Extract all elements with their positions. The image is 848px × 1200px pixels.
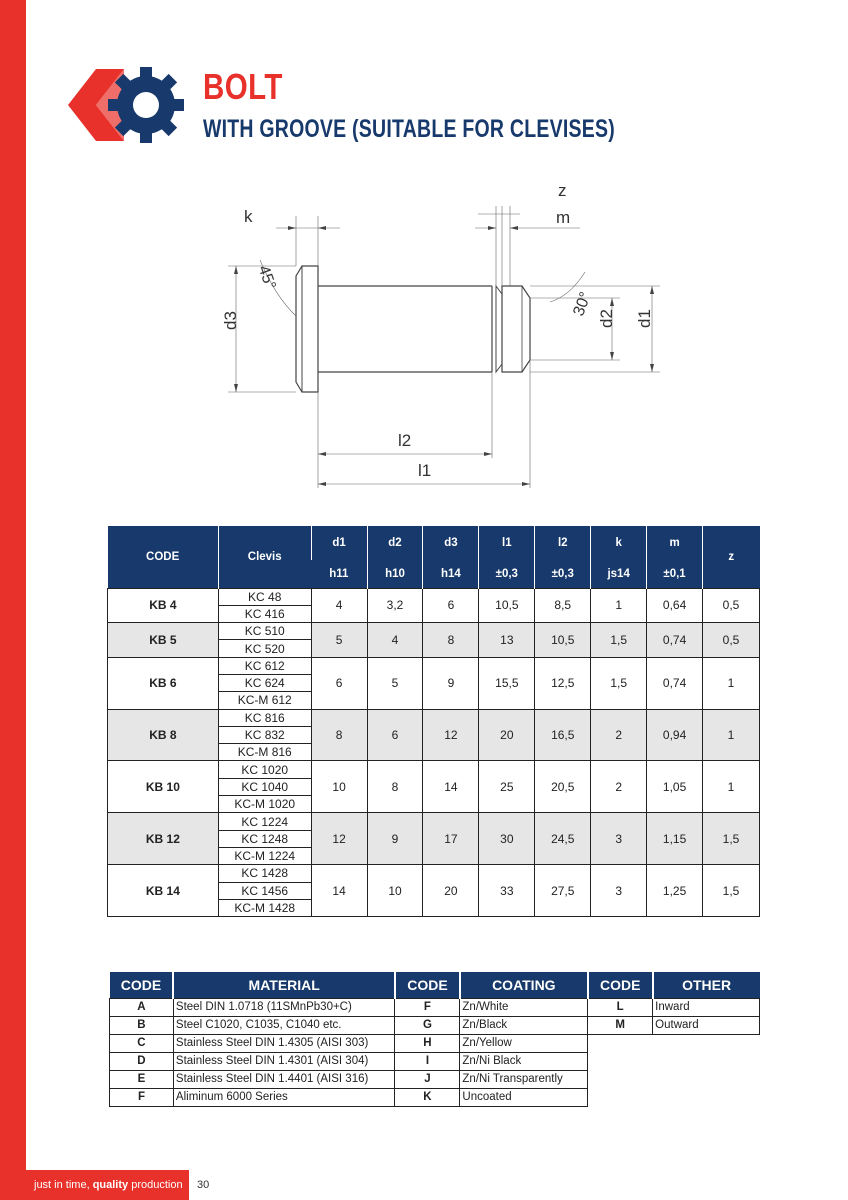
row-d3: 6 — [423, 588, 479, 623]
row-z: 0,5 — [703, 588, 760, 623]
material-name: Steel DIN 1.0718 (11SMnPb30+C) — [173, 998, 395, 1016]
row-z: 1,5 — [703, 813, 760, 865]
row-clevis: KC 1428 — [218, 865, 311, 882]
row-d3: 14 — [423, 761, 479, 813]
row-k: 3 — [591, 813, 647, 865]
page-subtitle: WITH GROOVE (SUITABLE FOR CLEVISES) — [203, 115, 615, 143]
row-code: KB 12 — [108, 813, 219, 865]
dim-k-label: k — [244, 207, 253, 226]
row-z: 1 — [703, 709, 760, 761]
other-header: OTHER — [653, 972, 760, 998]
coating-code-header: CODE — [395, 972, 460, 998]
table-row — [110, 1016, 760, 1034]
row-m: 1,05 — [647, 761, 703, 813]
empty-cell — [653, 1052, 760, 1070]
material-name: Stainless Steel DIN 1.4301 (AISI 304) — [173, 1052, 395, 1070]
row-clevis: KC-M 1020 — [218, 796, 311, 813]
row-clevis: KC 1224 — [218, 813, 311, 830]
page-title: BOLT — [203, 66, 283, 107]
row-l1: 15,5 — [479, 657, 535, 709]
row-d2: 4 — [367, 623, 423, 658]
row-code: KB 10 — [108, 761, 219, 813]
tolerance-d3: h14 — [423, 560, 479, 588]
row-d1: 4 — [311, 588, 367, 623]
coating-code: J — [395, 1070, 460, 1088]
table-row — [110, 1088, 760, 1106]
col-header-clevis: Clevis — [218, 526, 311, 588]
table-row — [108, 865, 760, 882]
other-code-header: CODE — [588, 972, 653, 998]
row-code: KB 8 — [108, 709, 219, 761]
row-clevis: KC 832 — [218, 726, 311, 743]
other-code: L — [588, 998, 653, 1016]
col-header-z: z — [703, 526, 760, 588]
coating-code: G — [395, 1016, 460, 1034]
row-k: 1,5 — [591, 657, 647, 709]
row-d3: 9 — [423, 657, 479, 709]
coating-name: Zn/Black — [460, 1016, 588, 1034]
row-k: 2 — [591, 761, 647, 813]
row-code: KB 5 — [108, 623, 219, 658]
dim-m-label: m — [556, 208, 571, 227]
dim-z-label: z — [558, 181, 567, 200]
row-clevis: KC 816 — [218, 709, 311, 726]
dim-d2-label: d2 — [597, 309, 616, 328]
row-k: 1 — [591, 588, 647, 623]
row-m: 0,74 — [647, 657, 703, 709]
col-header-d1: d1 — [311, 526, 367, 560]
coating-code: H — [395, 1034, 460, 1052]
materials-coating-table — [109, 972, 760, 1107]
row-d1: 14 — [311, 865, 367, 917]
row-d1: 5 — [311, 623, 367, 658]
col-header-code: CODE — [108, 526, 219, 588]
dim-l1-label: l1 — [418, 461, 432, 480]
material-name: Stainless Steel DIN 1.4401 (AISI 316) — [173, 1070, 395, 1088]
row-l1: 13 — [479, 623, 535, 658]
coating-name: Uncoated — [460, 1088, 588, 1106]
row-l2: 24,5 — [535, 813, 591, 865]
row-clevis: KC 48 — [218, 588, 311, 605]
tolerance-l1: ±0,3 — [479, 560, 535, 588]
row-d3: 20 — [423, 865, 479, 917]
row-clevis: KC 1040 — [218, 778, 311, 795]
material-header: MATERIAL — [173, 972, 395, 998]
table-row — [108, 761, 760, 778]
row-d1: 8 — [311, 709, 367, 761]
row-l2: 16,5 — [535, 709, 591, 761]
tagline-suffix: production — [128, 1179, 183, 1191]
col-header-d2: d2 — [367, 526, 423, 560]
row-clevis: KC 1020 — [218, 761, 311, 778]
row-m: 1,25 — [647, 865, 703, 917]
table-row — [110, 1034, 760, 1052]
coating-code: I — [395, 1052, 460, 1070]
material-code: D — [110, 1052, 174, 1070]
row-code: KB 4 — [108, 588, 219, 623]
row-d1: 10 — [311, 761, 367, 813]
material-code: A — [110, 998, 174, 1016]
company-logo-icon — [66, 66, 190, 144]
footer-tagline — [26, 1170, 189, 1200]
row-z: 0,5 — [703, 623, 760, 658]
table-row — [108, 813, 760, 830]
material-name: Stainless Steel DIN 1.4305 (AISI 303) — [173, 1034, 395, 1052]
coating-name: Zn/White — [460, 998, 588, 1016]
row-d3: 8 — [423, 623, 479, 658]
row-z: 1 — [703, 657, 760, 709]
col-header-d3: d3 — [423, 526, 479, 560]
row-code: KB 14 — [108, 865, 219, 917]
material-code: F — [110, 1088, 174, 1106]
table-row — [110, 998, 760, 1016]
page-number: 30 — [197, 1179, 210, 1191]
angle-30-label: 30° — [570, 289, 595, 319]
row-d2: 6 — [367, 709, 423, 761]
row-d1: 12 — [311, 813, 367, 865]
tolerance-m: ±0,1 — [647, 560, 703, 588]
row-clevis: KC 1248 — [218, 830, 311, 847]
material-name: Aliminum 6000 Series — [173, 1088, 395, 1106]
bolt-technical-drawing — [200, 176, 680, 506]
material-code-header: CODE — [110, 972, 174, 998]
coating-code: K — [395, 1088, 460, 1106]
empty-cell — [653, 1088, 760, 1106]
row-z: 1,5 — [703, 865, 760, 917]
row-clevis: KC-M 612 — [218, 692, 311, 709]
row-d2: 8 — [367, 761, 423, 813]
row-l2: 12,5 — [535, 657, 591, 709]
other-code: M — [588, 1016, 653, 1034]
row-k: 2 — [591, 709, 647, 761]
row-k: 3 — [591, 865, 647, 917]
row-d2: 5 — [367, 657, 423, 709]
empty-cell — [588, 1088, 653, 1106]
angle-45-label: 45° — [254, 263, 279, 292]
table-row — [110, 1070, 760, 1088]
dim-l2-label: l2 — [398, 431, 412, 450]
empty-cell — [588, 1070, 653, 1088]
row-d2: 3,2 — [367, 588, 423, 623]
tolerance-d1: h11 — [311, 560, 367, 588]
coating-name: Zn/Ni Black — [460, 1052, 588, 1070]
empty-cell — [588, 1052, 653, 1070]
table-row — [108, 588, 760, 605]
row-d1: 6 — [311, 657, 367, 709]
coating-header: COATING — [460, 972, 588, 998]
row-code: KB 6 — [108, 657, 219, 709]
coating-name: Zn/Ni Transparently — [460, 1070, 588, 1088]
row-clevis: KC 624 — [218, 674, 311, 691]
tolerance-k: js14 — [591, 560, 647, 588]
col-header-l2: l2 — [535, 526, 591, 560]
row-clevis: KC 1456 — [218, 882, 311, 899]
row-m: 1,15 — [647, 813, 703, 865]
row-clevis: KC 416 — [218, 605, 311, 622]
empty-cell — [653, 1034, 760, 1052]
row-z: 1 — [703, 761, 760, 813]
row-l1: 25 — [479, 761, 535, 813]
dim-d1-label: d1 — [635, 309, 654, 328]
tolerance-d2: h10 — [367, 560, 423, 588]
row-clevis: KC 520 — [218, 640, 311, 657]
row-l1: 20 — [479, 709, 535, 761]
left-brand-strip — [0, 0, 26, 1200]
row-l2: 8,5 — [535, 588, 591, 623]
other-name: Outward — [653, 1016, 760, 1034]
row-m: 0,74 — [647, 623, 703, 658]
other-name: Inward — [653, 998, 760, 1016]
row-d3: 12 — [423, 709, 479, 761]
tolerance-l2: ±0,3 — [535, 560, 591, 588]
tagline-bold: quality — [92, 1179, 129, 1191]
tagline-prefix: just in time, — [34, 1179, 93, 1191]
row-clevis: KC-M 1224 — [218, 847, 311, 864]
col-header-m: m — [647, 526, 703, 560]
coating-name: Zn/Yellow — [460, 1034, 588, 1052]
coating-code: F — [395, 998, 460, 1016]
row-d3: 17 — [423, 813, 479, 865]
row-m: 0,94 — [647, 709, 703, 761]
table-row — [110, 1052, 760, 1070]
material-code: E — [110, 1070, 174, 1088]
table-row — [108, 657, 760, 674]
row-clevis: KC-M 816 — [218, 744, 311, 761]
material-code: B — [110, 1016, 174, 1034]
row-clevis: KC-M 1428 — [218, 899, 311, 916]
table-row — [108, 709, 760, 726]
empty-cell — [653, 1070, 760, 1088]
row-l1: 30 — [479, 813, 535, 865]
dimensions-table — [107, 526, 760, 917]
row-d2: 9 — [367, 813, 423, 865]
material-code: C — [110, 1034, 174, 1052]
col-header-l1: l1 — [479, 526, 535, 560]
row-l2: 10,5 — [535, 623, 591, 658]
table-row — [108, 623, 760, 640]
row-l1: 10,5 — [479, 588, 535, 623]
row-k: 1,5 — [591, 623, 647, 658]
row-d2: 10 — [367, 865, 423, 917]
row-m: 0,64 — [647, 588, 703, 623]
empty-cell — [588, 1034, 653, 1052]
col-header-k: k — [591, 526, 647, 560]
dim-d3-label: d3 — [221, 311, 240, 330]
row-clevis: KC 510 — [218, 623, 311, 640]
row-l2: 20,5 — [535, 761, 591, 813]
row-l1: 33 — [479, 865, 535, 917]
material-name: Steel C1020, C1035, C1040 etc. — [173, 1016, 395, 1034]
row-l2: 27,5 — [535, 865, 591, 917]
row-clevis: KC 612 — [218, 657, 311, 674]
